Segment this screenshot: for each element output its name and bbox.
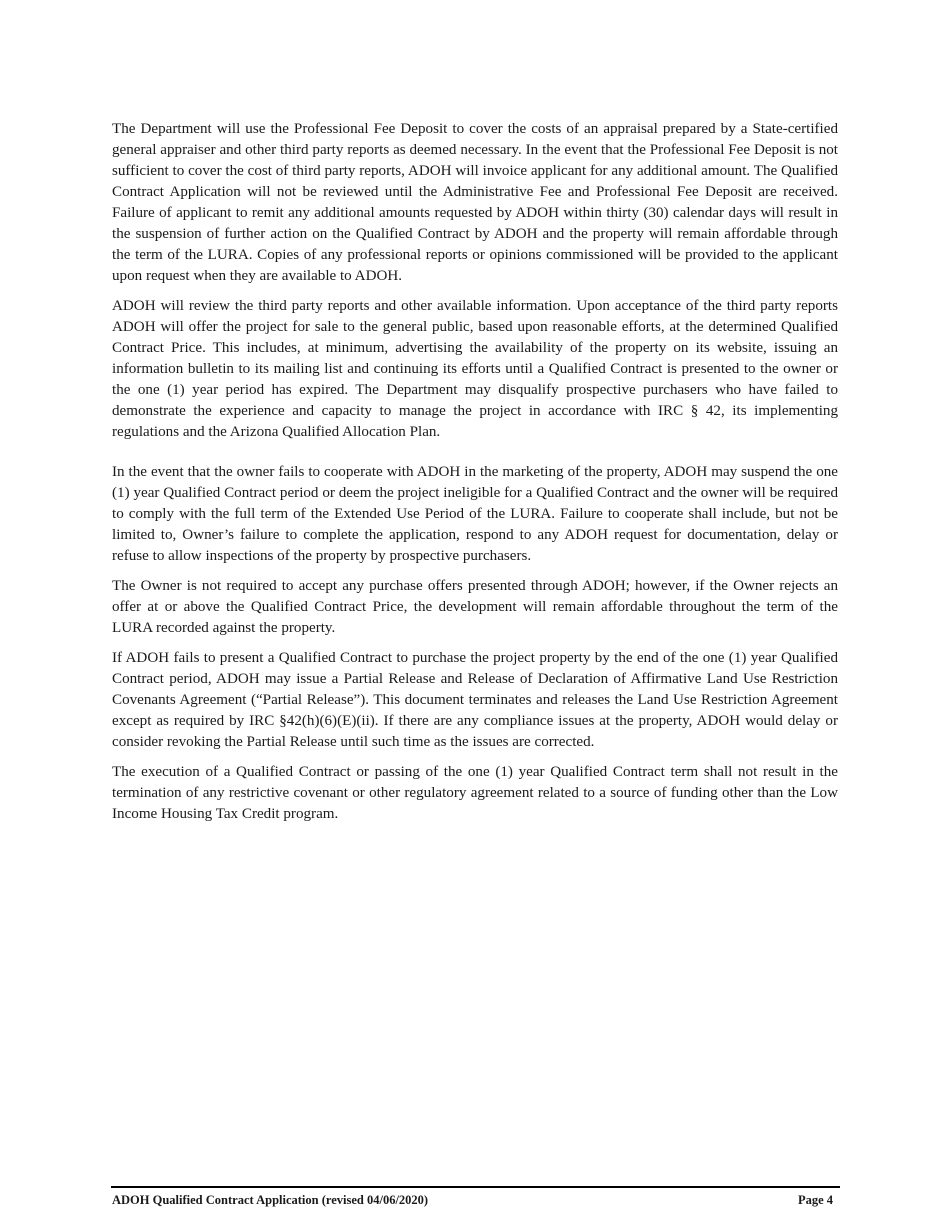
footer-document-title: ADOH Qualified Contract Application (revised 04/06/2020) [112,1193,429,1207]
paragraph-execution-termination: The execution of a Qualified Contract or passing of the one (1) year Qualified Contract term shall not result in the termination of any restrictive covenant or other regulatory agreement related to a source of funding other than the Low Income Housing Tax Credit program. [112,764,838,822]
paragraph-professional-fee-deposit: The Department will use the Professional Fee Deposit to cover the costs of an appraisal prepared by a State-certified general appraiser and other third party reports as deemed necessary. In the event that the Professional Fee Deposit is not sufficient to cover the cost of third party reports, ADOH will invoice applicant for any additional amount. The Qualified Contract Application will not be reviewed until the Administrative Fee and Professional Fee Deposit are received. Failure of applicant to remit any additional amounts requested by ADOH within thirty (30) calendar days will result in the suspension of further action on the Qualified Contract by ADOH and the property will remain affordable through the term of the LURA. Copies of any professional reports or opinions commissioned will be provided to the applicant upon request when they are available to ADOH. [112,121,838,284]
document-body [112,119,838,825]
paragraph-third-party-review: ADOH will review the third party reports and other available information. Upon acceptance of the third party reports ADOH will offer the project for sale to the general public, based upon reasonable efforts, at the determined Qualified Contract Price. This includes, at minimum, advertising the availability of the property on its website, issuing an information bulletin to its mailing list and continuing its efforts until a Qualified Contract is presented to the owner or the one (1) year period has expired. The Department may disqualify prospective purchasers who have failed to demonstrate the experience and capacity to manage the project in accordance with IRC § 42, its implementing regulations and the Arizona Qualified Allocation Plan. [112,298,838,440]
footer-page-number: Page 4 [797,1193,833,1207]
paragraph-purchase-offers: The Owner is not required to accept any purchase offers presented through ADOH; however, if the Owner rejects an offer at or above the Qualified Contract Price, the development will remain affordable throughout the term of the LURA recorded against the property. [112,578,838,636]
page-footer [111,1186,840,1208]
paragraph-partial-release: If ADOH fails to present a Qualified Contract to purchase the project property by the end of the one (1) year Qualified Contract period, ADOH may issue a Partial Release and Release of Declaration of Affirmative Land Use Restriction Covenants Agreement (“Partial Release”). This document terminates and releases the Land Use Restriction Agreement except as required by IRC §42(h)(6)(E)(ii). If there are any compliance issues at the property, ADOH would delay or consider revoking the Partial Release until such time as the issues are corrected. [112,650,838,750]
paragraph-owner-cooperation: In the event that the owner fails to cooperate with ADOH in the marketing of the property, ADOH may suspend the one (1) year Qualified Contract period or deem the project ineligible for a Qualified Contract and the owner will be required to comply with the full term of the Extended Use Period of the LURA. Failure to cooperate shall include, but not be limited to, Owner’s failure to complete the application, respond to any ADOH request for documentation, delay or refuse to allow inspections of the property by prospective purchasers. [112,464,838,564]
